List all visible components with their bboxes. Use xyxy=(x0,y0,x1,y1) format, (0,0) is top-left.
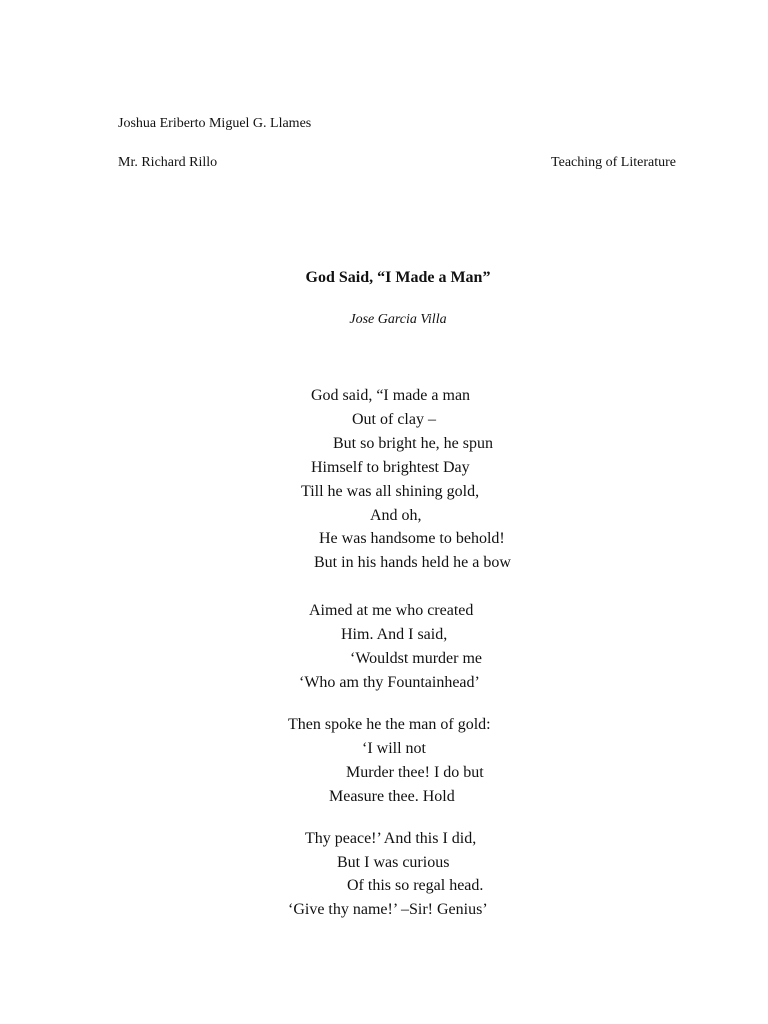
poem-line: And oh, xyxy=(370,507,422,524)
poem-line: But so bright he, he spun xyxy=(333,435,493,452)
poem-line: God said, “I made a man xyxy=(311,387,471,404)
poem-line: ‘Who am thy Fountainhead’ xyxy=(299,674,480,691)
student-name: Joshua Eriberto Miguel G. Llames xyxy=(118,116,312,131)
poem-line: Then spoke he the man of gold: xyxy=(288,716,491,733)
poem-line: Till he was all shining gold, xyxy=(301,483,480,500)
poem-line: ‘I will not xyxy=(362,740,426,757)
poem-line: He was handsome to behold! xyxy=(319,530,505,547)
teacher-name: Mr. Richard Rillo xyxy=(118,155,218,170)
poem-line: Of this so regal head. xyxy=(347,877,484,894)
poem-line: Thy peace!’ And this I did, xyxy=(305,830,477,847)
poem-line: ‘Wouldst murder me xyxy=(350,650,483,667)
poem-line: ‘Give thy name!’ –Sir! Genius’ xyxy=(288,901,488,918)
poem-line: Out of clay – xyxy=(352,411,436,428)
poem-line: Aimed at me who created xyxy=(309,602,474,619)
poem-author: Jose Garcia Villa xyxy=(349,312,447,327)
poem-line: But in his hands held he a bow xyxy=(314,554,511,571)
poem-line: Him. And I said, xyxy=(341,626,448,643)
poem-line: Himself to brightest Day xyxy=(311,459,470,476)
poem-line: But I was curious xyxy=(337,854,450,871)
course-name: Teaching of Literature xyxy=(551,155,676,170)
poem-line: Murder thee! I do but xyxy=(346,764,484,781)
poem-line: Measure thee. Hold xyxy=(329,788,455,805)
poem-title: God Said, “I Made a Man” xyxy=(305,269,491,286)
